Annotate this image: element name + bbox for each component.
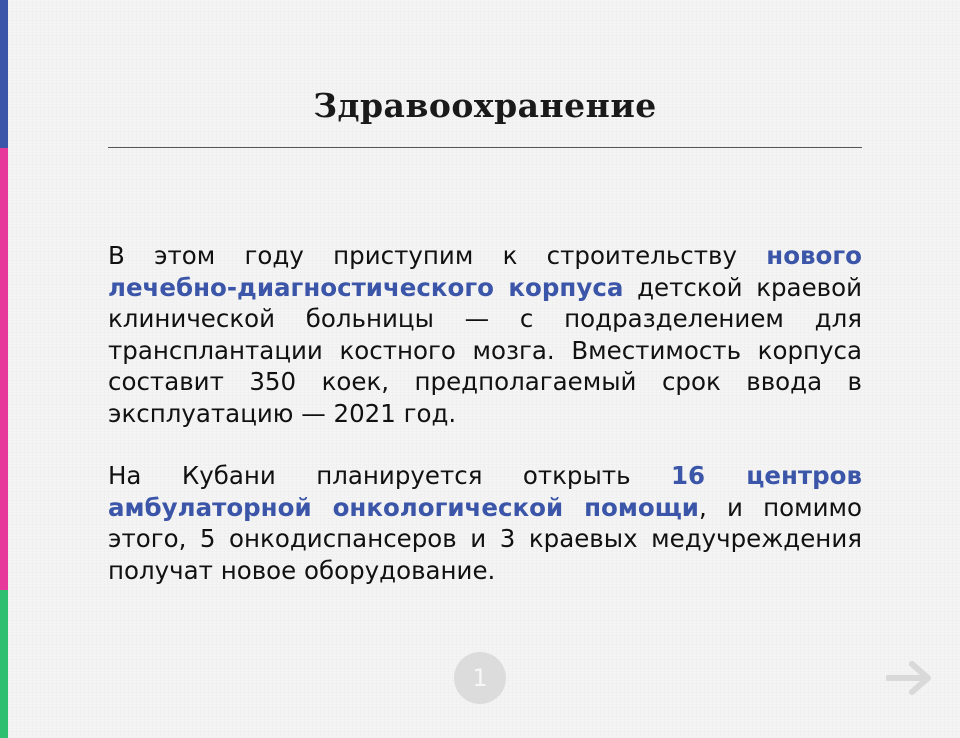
side-stripe-green bbox=[0, 590, 8, 738]
arrow-right-icon bbox=[886, 656, 936, 700]
paragraph-text: детской краевой клинической больницы — с подразделением для трансплантации костного мозга. Вместимость корпуса составит 350 коек, предполагаемый срок ввода в эксплуатацию — 2021 год. bbox=[108, 272, 862, 428]
highlight-text: нового лечебно-диагностического корпуса bbox=[108, 241, 862, 302]
paragraph-text: В этом году приступим к строительству bbox=[108, 241, 767, 270]
title-divider bbox=[108, 147, 862, 148]
paragraph-construction bbox=[108, 240, 862, 429]
paragraph-text: , и помимо этого, 5 онкодиспансеров и 3 краевых медучреждения получат новое оборудование. bbox=[108, 492, 862, 585]
next-slide-button[interactable] bbox=[886, 656, 936, 700]
side-stripe-blue bbox=[0, 0, 8, 148]
paragraph-oncology bbox=[108, 460, 862, 586]
page-title: Здравоохранение bbox=[313, 86, 657, 125]
paragraph-text: На Кубани планируется открыть bbox=[108, 461, 671, 490]
side-stripe-pink bbox=[0, 148, 8, 590]
body-text bbox=[108, 240, 862, 617]
page-number-badge: 1 bbox=[454, 652, 506, 704]
highlight-text: 16 центров амбулаторной онкологической помощи bbox=[108, 461, 862, 522]
